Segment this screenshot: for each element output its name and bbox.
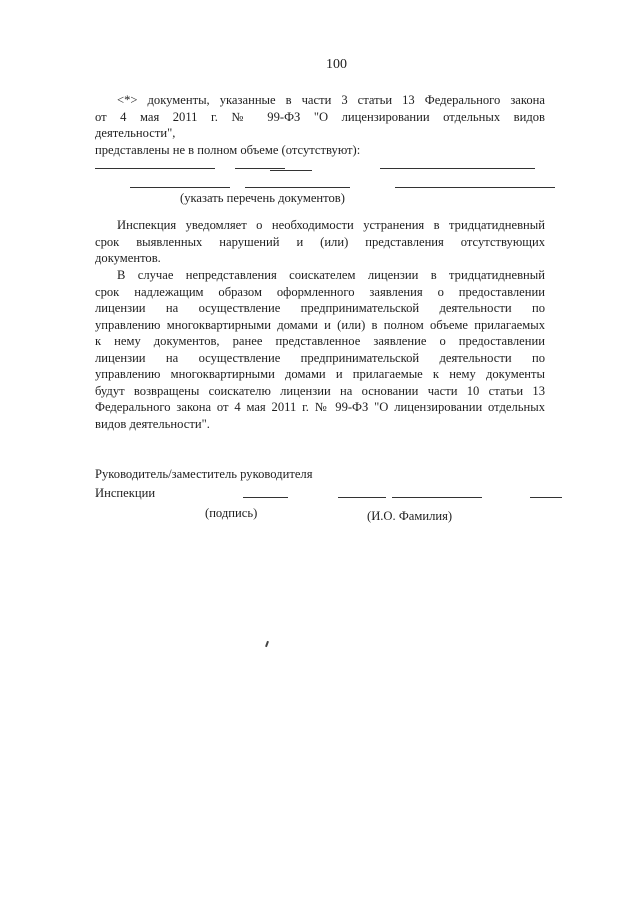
intro-paragraph <box>95 92 545 158</box>
notice-line: видов деятельности". <box>95 416 210 431</box>
inspection-line: документов. <box>95 251 161 265</box>
blank-line <box>270 187 350 188</box>
page-number: 100 <box>326 57 347 72</box>
documents-list-caption: (указать перечень документов) <box>180 191 345 205</box>
date-blank <box>530 497 562 498</box>
signer-organization: Инспекции <box>95 486 156 500</box>
notice-line: управлению многоквартирными домами и (или) в полном объеме прилагаемых <box>95 317 545 332</box>
signature-blank <box>243 497 288 498</box>
blank-line <box>130 187 230 188</box>
blank-line <box>95 168 215 169</box>
signer-title: Руководитель/заместитель руководителя <box>95 467 313 481</box>
blank-line <box>380 168 535 169</box>
blank-line <box>270 170 312 171</box>
name-blank <box>338 497 386 498</box>
intro-line: от 4 мая 2011 г. № 99-ФЗ "О лицензировании отдельных видов <box>95 109 545 124</box>
inspection-line: срок выявленных нарушений и (или) представления отсутствующих <box>95 234 545 249</box>
notice-line: лицензии на осуществление предпринимательской деятельности по <box>95 350 545 365</box>
scan-speck <box>265 641 269 647</box>
notice-line: к нему документов, ранее представленное заявление о предоставлении <box>95 334 545 348</box>
intro-line: <*> документы, указанные в части 3 статьи 13 Федерального закона <box>117 93 545 107</box>
notice-line: лицензии на осуществление предпринимательской деятельности по <box>95 301 545 315</box>
notice-line: управлению многоквартирными домами и прилагаемые к нему документы <box>95 367 545 381</box>
notice-line: Федерального закона от 4 мая 2011 г. № 99-ФЗ "О лицензировании отдельных <box>95 400 545 414</box>
notice-line: срок надлежащим образом оформленного заявления о предоставлении <box>95 284 545 299</box>
notice-line: будут возвращены соискателю лицензии на основании части 10 статьи 13 <box>95 383 545 398</box>
signature-caption: (подпись) <box>205 506 258 520</box>
name-caption: (И.О. Фамилия) <box>367 509 453 523</box>
notice-line: В случае непредставления соискателем лицензии в тридцатидневный <box>117 268 545 282</box>
blank-line <box>395 187 555 188</box>
name-blank <box>392 497 482 498</box>
intro-line: представлены не в полном объеме (отсутствуют): <box>95 142 361 157</box>
intro-line: деятельности", <box>95 126 176 140</box>
inspection-line: Инспекция уведомляет о необходимости устранения в тридцатидневный <box>117 218 545 232</box>
inspection-paragraph <box>95 217 545 267</box>
notice-paragraph <box>95 267 545 432</box>
blank-line <box>235 168 285 169</box>
